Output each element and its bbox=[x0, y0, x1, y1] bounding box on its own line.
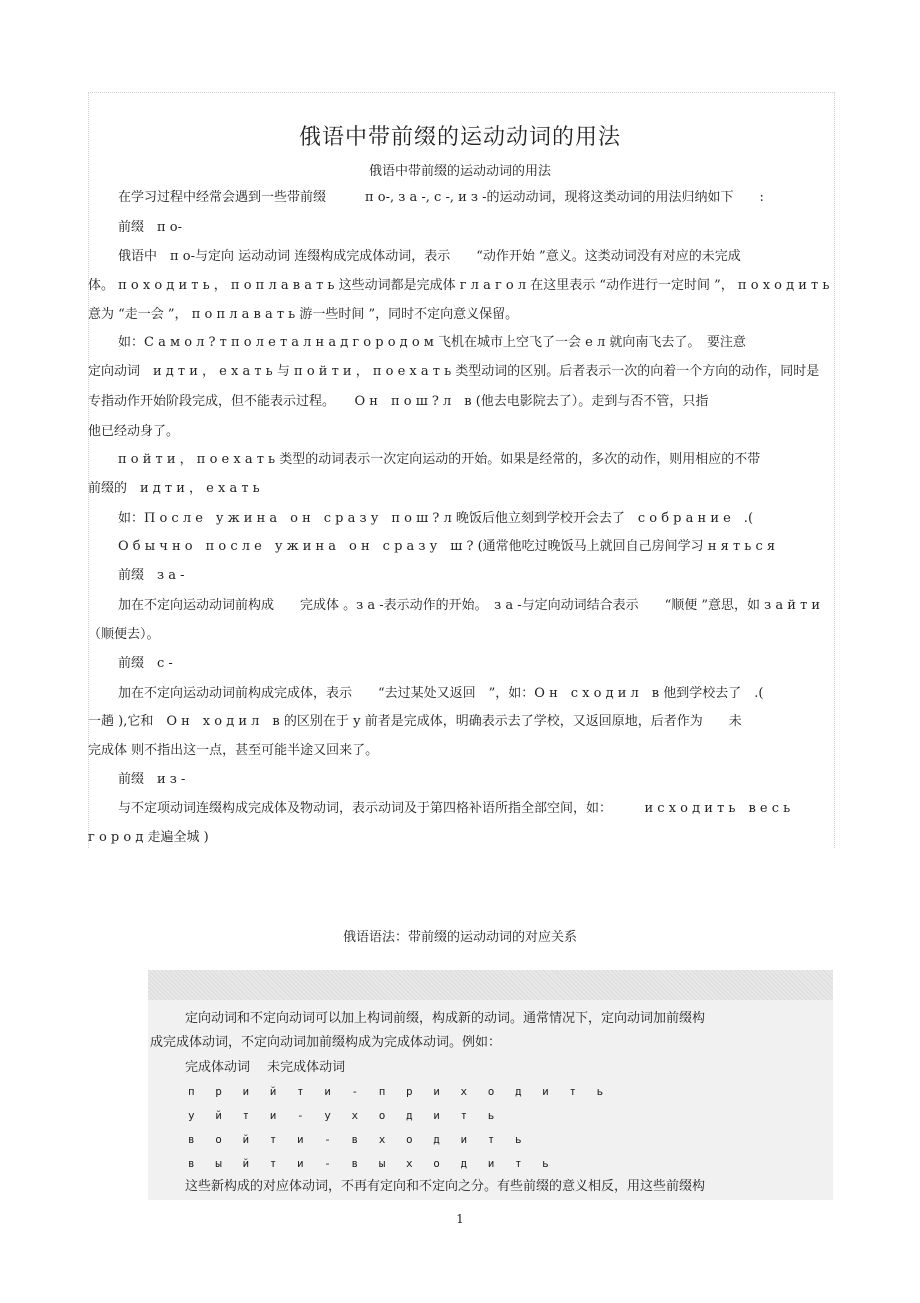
paragraph-line: （顺便去）。 bbox=[88, 627, 160, 642]
section-title: 俄语语法：带前缀的运动动词的对应关系 bbox=[342, 930, 577, 945]
paragraph-line: 在学习过程中经常会遇到一些带前缀 п о-, з а -, с -, и з -的运动动词，现将这类动词的用法归纳如下 : bbox=[118, 190, 764, 205]
paragraph-line: 定向动词 и д т и ， е х а т ь 与 п о й т и ， п о е х а т ь 类型动词的区别。后者表示一次的向着一个方向的动作，同时是 bbox=[88, 364, 820, 379]
verb-pair: в ы й т и - в ы х о д и т ь bbox=[188, 1157, 556, 1170]
box-line: 成完成体动词，不定向动词加前缀构成为完成体动词。例如： bbox=[150, 1035, 502, 1050]
box-line: 这些新构成的对应体动词，不再有定向和不定向之分。有些前缀的意义相反，用这些前缀构 bbox=[185, 1179, 706, 1194]
paragraph-line: 前缀的 и д т и ， е х а т ь bbox=[88, 481, 260, 496]
paragraph-line: 他已经动身了。 bbox=[88, 424, 180, 439]
paragraph-line: 完成体 则不指出这一点，甚至可能半途又回来了。 bbox=[88, 743, 379, 758]
paragraph-line: 俄语中 п о-与定向 运动动词 连缀构成完成体动词，表示 “动作开始 ”意义。这类动词没有对应的未完成 bbox=[118, 249, 741, 264]
paragraph-line: 意为 “走一会 ”， п о п л а в а т ь 游一些时间 ”，同时不定向意义保留。 bbox=[88, 307, 519, 322]
document-title: 俄语中带前缀的运动动词的用法 bbox=[298, 125, 621, 150]
section-heading: 前缀 п о- bbox=[118, 220, 183, 235]
section-heading: 前缀 и з - bbox=[118, 772, 186, 787]
paragraph-line: 专指动作开始阶段完成，但不能表示过程。 О н п о ш ? л в (他去电影院去了）。走到与否不管，只指 bbox=[88, 394, 709, 409]
verb-pair: п р и й т и - п р и х о д и т ь bbox=[188, 1085, 611, 1098]
paragraph-line: г о р о д 走遍全城 ) bbox=[88, 830, 209, 845]
paragraph-line: 体。 п о х о д и т ь ， п о п л а в а т ь 这些动词都是完成体 г л а г о л 在这里表示 “动作进行一定时间 ”， п о х о д и т ь bbox=[88, 278, 830, 293]
section-heading: 前缀 з а - bbox=[118, 568, 185, 583]
paragraph-line: п о й т и ， п о е х а т ь 类型的动词表示一次定向运动的开始。如果是经常的，多次的动作，则用相应的不带 bbox=[118, 452, 761, 467]
box-line: 定向动词和不定向动词可以加上构词前缀，构成新的动词。通常情况下，定向动词加前缀构 bbox=[185, 1011, 706, 1026]
paragraph-line: 如：П о с л е у ж и н а о н с р а з у п о ш ? л 晚饭后他立刻到学校开会去了 с о б р а н и е .( bbox=[118, 511, 754, 526]
section-heading: 前缀 с - bbox=[118, 656, 173, 671]
paragraph-line: 加在不定向运动动词前构成完成体，表示 “去过某处又返回 ”，如：О н с х о д и л в 他到学校去了 .( bbox=[118, 686, 764, 701]
page-number: 1 bbox=[456, 1212, 464, 1226]
paragraph-line: 一趟 ),它和 О н х о д и л в 的区别在于 у 前者是完成体，明确表示去了学校，又返回原地，后者作为 未 bbox=[88, 714, 742, 729]
content-box-header bbox=[148, 970, 833, 1000]
box-line: 完成体动词 未完成体动词 bbox=[185, 1060, 346, 1075]
document-subtitle: 俄语中带前缀的运动动词的用法 bbox=[368, 164, 551, 179]
paragraph-line: 与不定项动词连缀构成完成体及物动词，表示动词及于第四格补语所指全部空间，如： и с х о д и т ь в е с ь bbox=[118, 801, 791, 816]
paragraph-line: 如：С а м о л ? т п о л е т а л н а д г о р о д о м 飞机在城市上空飞了一会 е л 就向南飞去了。 要注意 bbox=[118, 335, 746, 350]
verb-pair: в о й т и - в х о д и т ь bbox=[188, 1133, 529, 1146]
verb-pair: у й т и - у х о д и т ь bbox=[188, 1109, 502, 1122]
paragraph-line: О б ы ч н о п о с л е у ж и н а о н с р а з у ш ? (通常他吃过晚饭马上就回自己房间学习 н я т ь с я bbox=[118, 539, 776, 554]
paragraph-line: 加在不定向运动动词前构成 完成体 。з а -表示动作的开始。 з а -与定向动词结合表示 “顺便 ”意思，如 з а й т и bbox=[118, 598, 821, 613]
